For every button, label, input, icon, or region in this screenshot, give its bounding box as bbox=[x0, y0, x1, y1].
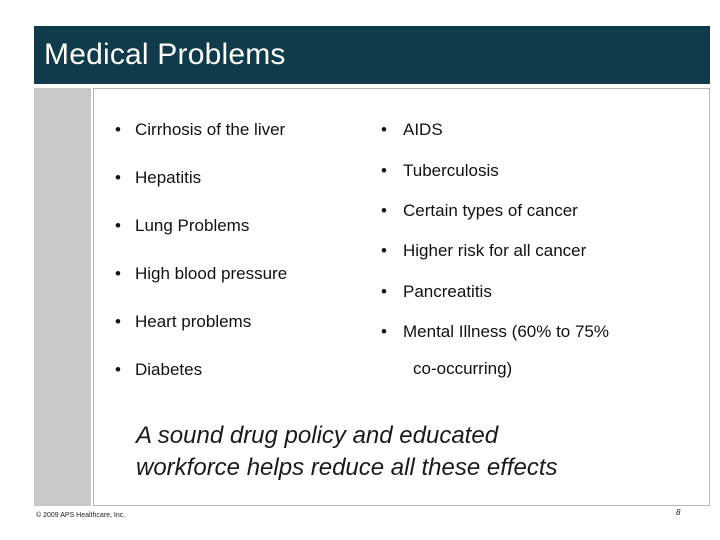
copyright-notice: © 2009 APS Healthcare, Inc. bbox=[36, 512, 126, 519]
bullet-marker: • bbox=[115, 312, 121, 331]
bullet-text: Certain types of cancer bbox=[403, 201, 578, 220]
emphasis-statement bbox=[136, 420, 696, 484]
bullet-text: Pancreatitis bbox=[403, 282, 492, 301]
slide-title: Medical Problems bbox=[44, 38, 286, 71]
bullet-marker: • bbox=[115, 168, 121, 187]
emphasis-line: workforce helps reduce all these effects bbox=[136, 454, 558, 481]
right-bullet-item bbox=[381, 120, 443, 140]
right-bullet-item bbox=[381, 161, 499, 181]
bullet-marker: • bbox=[381, 322, 387, 341]
bullet-text: Heart problems bbox=[135, 312, 252, 331]
emphasis-line: A sound drug policy and educated bbox=[136, 422, 499, 449]
left-bullet-item bbox=[115, 312, 251, 332]
bullet-marker: • bbox=[115, 360, 121, 379]
slide-title-bar bbox=[34, 26, 710, 84]
left-bullet-item bbox=[115, 360, 202, 380]
bullet-marker: • bbox=[115, 216, 121, 235]
right-bullet-item bbox=[381, 241, 586, 261]
left-bullet-item bbox=[115, 264, 287, 284]
left-bullet-item bbox=[115, 120, 285, 140]
bullet-marker: • bbox=[381, 120, 387, 139]
bullet-text: Diabetes bbox=[135, 360, 203, 379]
bullet-text: Hepatitis bbox=[135, 168, 202, 187]
bullet-text: Lung Problems bbox=[135, 216, 250, 235]
right-bullet-item bbox=[381, 322, 609, 342]
bullet-text: High blood pressure bbox=[135, 264, 288, 283]
decorative-side-bar bbox=[34, 88, 91, 506]
left-bullet-item bbox=[115, 216, 249, 236]
bullet-marker: • bbox=[115, 120, 121, 139]
bullet-marker: • bbox=[381, 241, 387, 260]
bullet-text: AIDS bbox=[403, 120, 443, 139]
bullet-text: Higher risk for all cancer bbox=[403, 241, 587, 260]
page-number: 8 bbox=[676, 508, 681, 517]
left-bullet-item bbox=[115, 168, 201, 188]
right-bullet-item bbox=[381, 201, 578, 221]
bullet-text: Tuberculosis bbox=[403, 161, 499, 180]
bullet-text: Cirrhosis of the liver bbox=[135, 120, 286, 139]
bullet-marker: • bbox=[381, 282, 387, 301]
bullet-marker: • bbox=[381, 161, 387, 180]
bullet-marker: • bbox=[381, 201, 387, 220]
bullet-continuation-text: co-occurring) bbox=[413, 359, 513, 378]
bullet-text: Mental Illness (60% to 75% bbox=[403, 322, 609, 341]
right-bullet-item bbox=[381, 282, 492, 302]
bullet-marker: • bbox=[115, 264, 121, 283]
